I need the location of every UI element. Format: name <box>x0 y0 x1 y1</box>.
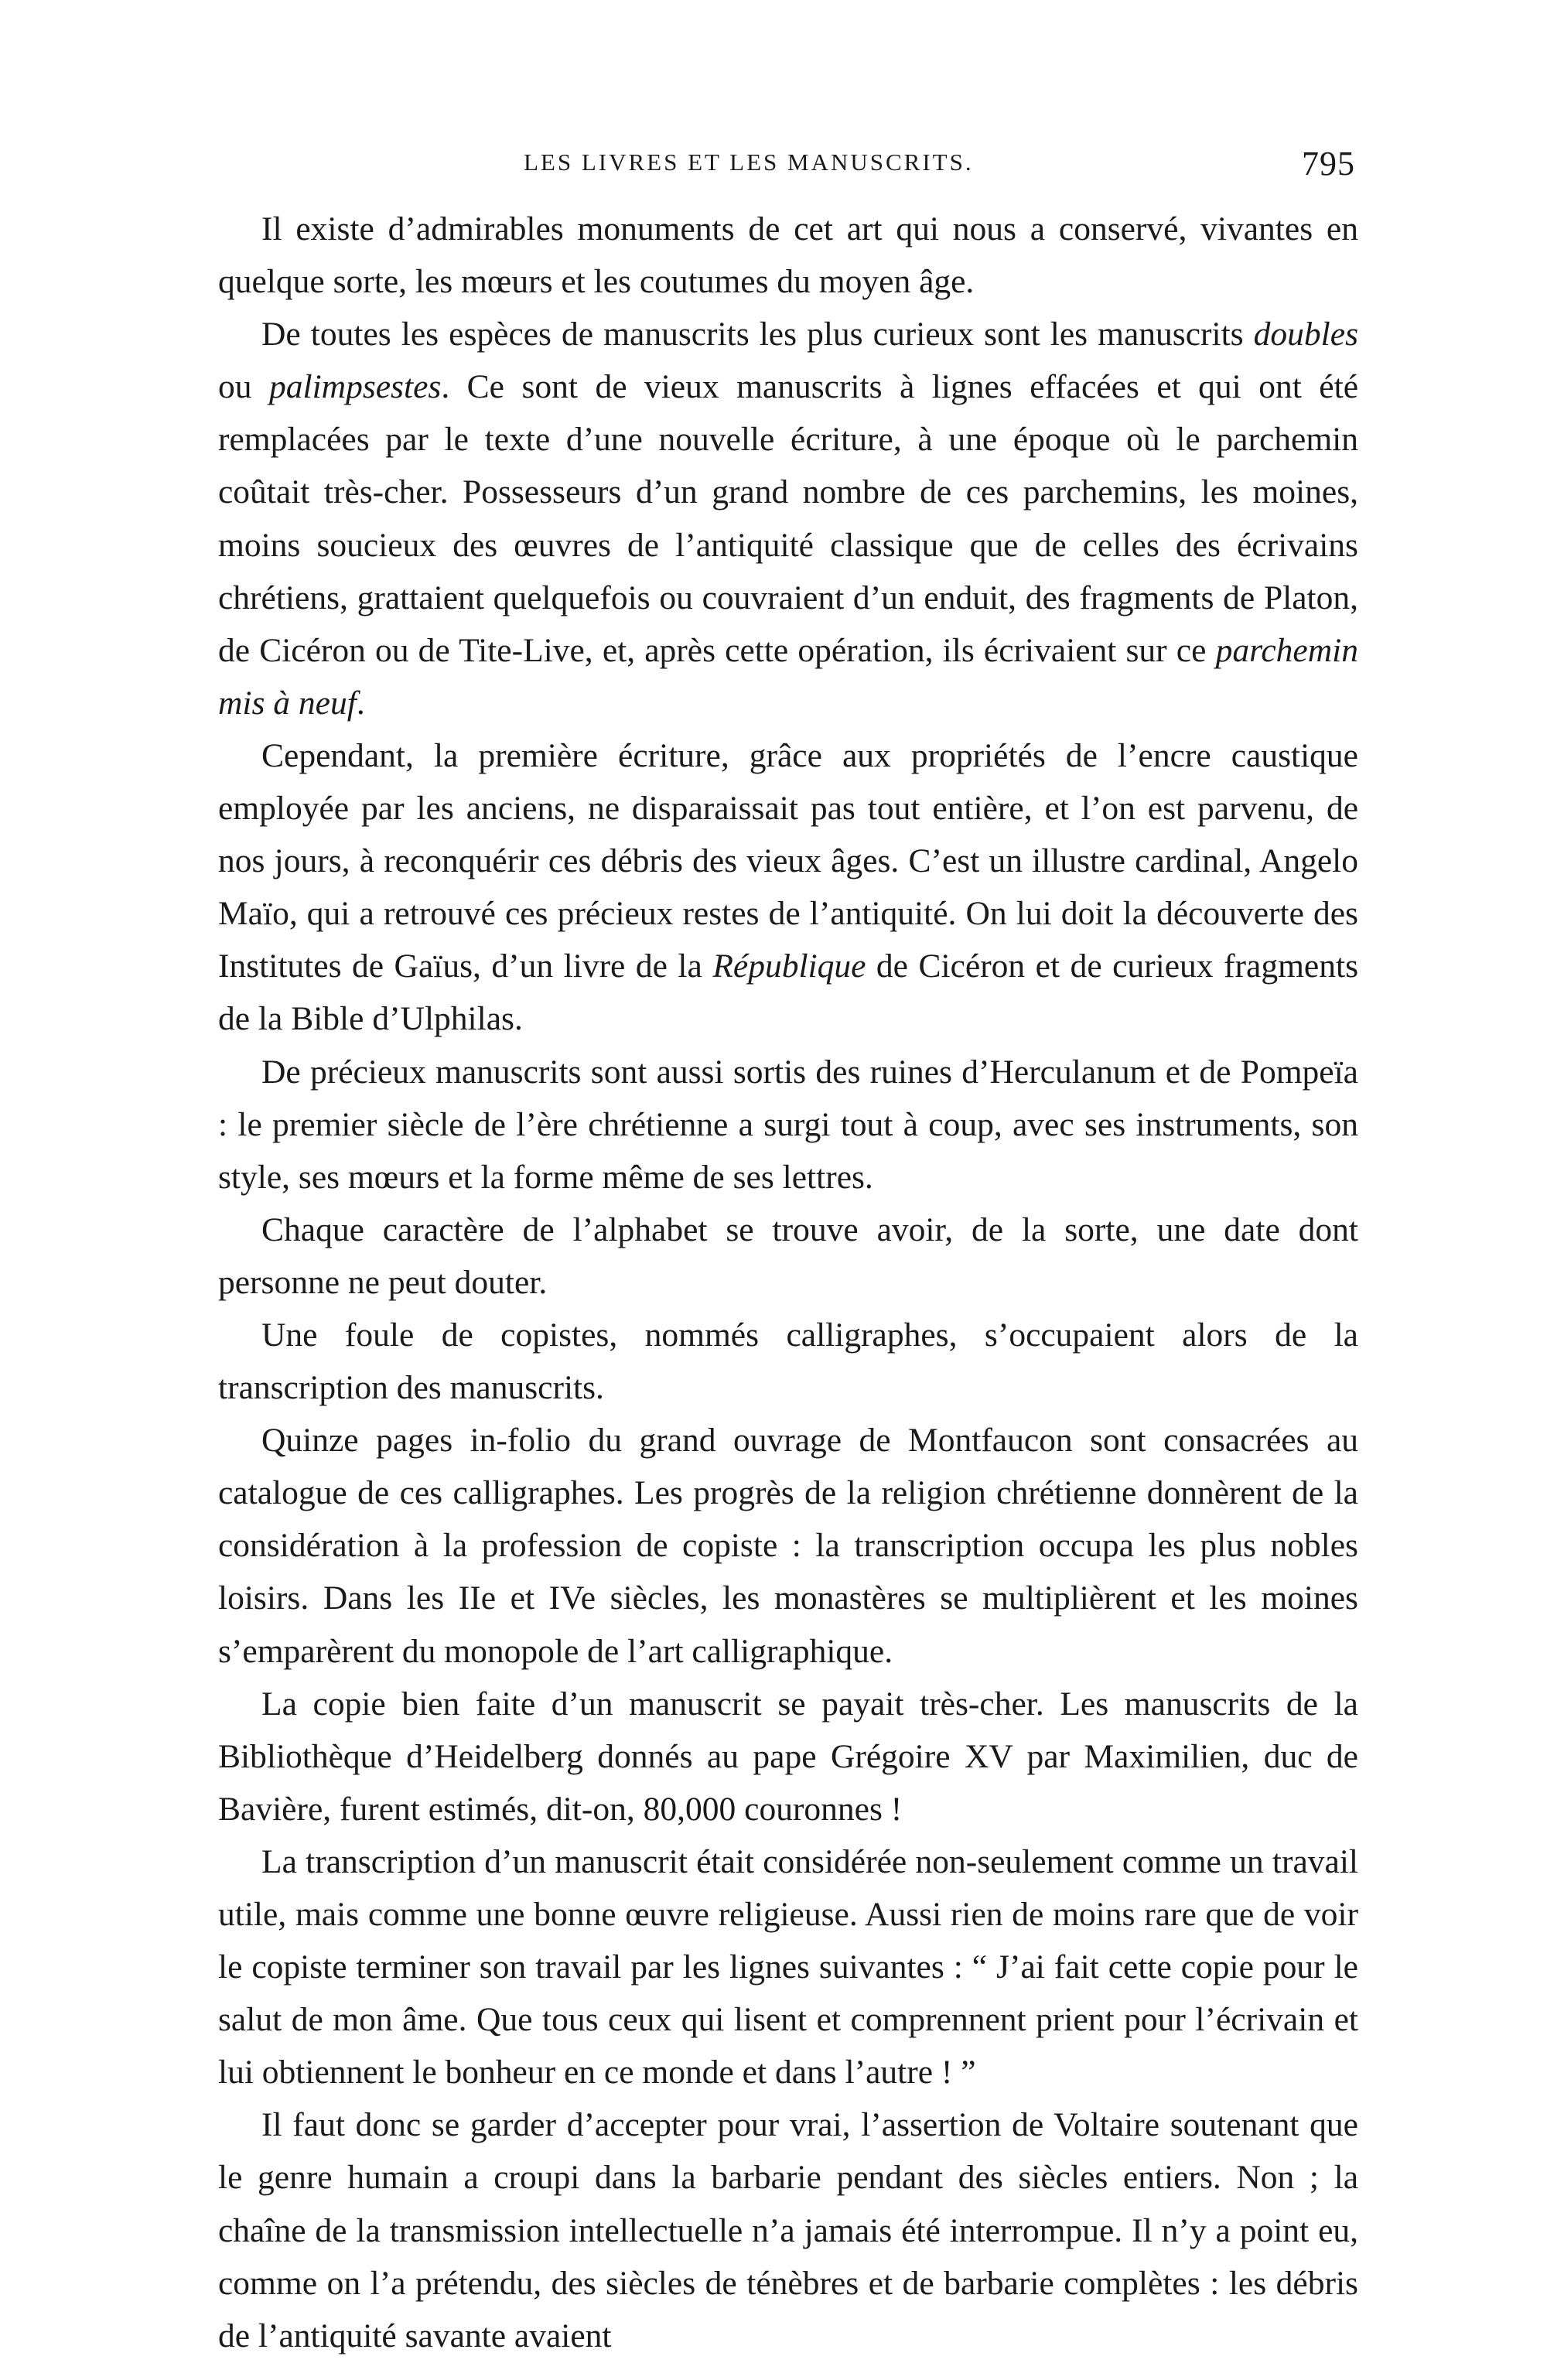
paragraph-6: Une foule de copistes, nommés calligraphes, s’occupaient alors de la transcription des manuscrits. <box>218 1316 1358 1407</box>
paragraph-5: Chaque caractère de l’alphabet se trouve avoir, de la sorte, une date dont personne ne peut douter. <box>218 1210 1358 1301</box>
paragraph-3 <box>218 729 1358 1046</box>
page-header <box>218 145 1363 195</box>
body-text <box>218 203 1358 2362</box>
paragraph-3-part-a: Cependant, la première écriture, grâce aux propriétés de l’encre caustique employée par les anciens, ne disparaissait pas tout entière, et l’on est parvenu, de nos jours, à reconquérir ces débris des vieux âges. C’est un illustre cardinal, Angelo Maïo, qui a retrouvé ces précieux restes de l’antiquité. On lui doit la découverte des Institutes de Gaïus, d’un livre de la <box>218 736 1358 985</box>
paragraph-3-part-c: de Cicéron et de curieux fragments de la Bible d’Ulphilas. <box>218 948 1358 1038</box>
paragraph-2-italic-palimpsestes: palimpsestes <box>268 368 442 406</box>
paragraph-2-italic-parchemin: parchemin mis à neuf <box>218 631 1358 722</box>
paragraph-4: De précieux manuscrits sont aussi sortis des ruines d’Herculanum et de Pompeïa : le premier siècle de l’ère chrétienne a surgi tout à coup, avec ses instruments, son style, ses mœurs et la forme même de ses lettres. <box>218 1053 1358 1196</box>
paragraph-2-part-e: . Ce sont de vieux manuscrits à lignes effacées et qui ont été remplacées par le texte d’une nouvelle écriture, à une époque où le parchemin coûtait très-cher. Possesseurs d’un grand nombre de ces parchemins, les moines, moins soucieux des œuvres de l’antiquité classique que de celles des écrivains chrétiens, grattaient quelquefois ou couvraient d’un enduit, des fragments de Platon, de Cicéron ou de Tite-Live, et, après cette opération, ils écrivaient sur ce <box>218 368 1359 669</box>
paragraph-10: Il faut donc se garder d’accepter pour vrai, l’assertion de Voltaire soutenant que le genre humain a croupi dans la barbarie pendant des siècles entiers. Non ; la chaîne de la transmission intellectuelle n’a jamais été interrompue. Il n’y a point eu, comme on l’a prétendu, des siècles de ténèbres et de barbarie complètes : les débris de l’antiquité savante avaient <box>218 2106 1358 2354</box>
page-number: 795 <box>1302 145 1355 183</box>
paragraph-2-italic-doubles: doubles <box>1253 316 1358 353</box>
paragraph-2-part-g: . <box>356 684 365 722</box>
running-title: LES LIVRES ET LES MANUSCRITS. <box>524 149 974 176</box>
paragraph-3-italic-republique: République <box>712 948 866 985</box>
paragraph-2-part-a: De toutes les espèces de manuscrits les plus curieux sont les manuscrits <box>261 316 1254 353</box>
paragraph-7: Quinze pages in-folio du grand ouvrage de Montfaucon sont consacrées au catalogue de ces calligraphes. Les progrès de la religion chrétienne donnèrent de la considération à la profession de copiste : la transcription occupa les plus nobles loisirs. Dans les IIe et IVe siècles, les monastères se multiplièrent et les moines s’emparèrent du monopole de l’art calligraphique. <box>218 1422 1358 1670</box>
paragraph-2 <box>218 308 1358 729</box>
paragraph-8: La copie bien faite d’un manuscrit se payait très-cher. Les manuscrits de la Bibliothèque d’Heidelberg donnés au pape Grégoire XV par Maximilien, duc de Bavière, furent estimés, dit-on, 80,000 couronnes ! <box>218 1685 1358 1828</box>
paragraph-1: Il existe d’admirables monuments de cet art qui nous a conservé, vivantes en quelque sorte, les mœurs et les coutumes du moyen âge. <box>218 210 1358 301</box>
paragraph-9: La transcription d’un manuscrit était considérée non-seulement comme un travail utile, mais comme une bonne œuvre religieuse. Aussi rien de moins rare que de voir le copiste terminer son travail par les lignes suivantes : “ J’ai fait cette copie pour le salut de mon âme. Que tous ceux qui lisent et comprennent prient pour l’écrivain et lui obtiennent le bonheur en ce monde et dans l’autre ! ” <box>218 1842 1358 2091</box>
paragraph-2-part-c: ou <box>218 368 269 406</box>
